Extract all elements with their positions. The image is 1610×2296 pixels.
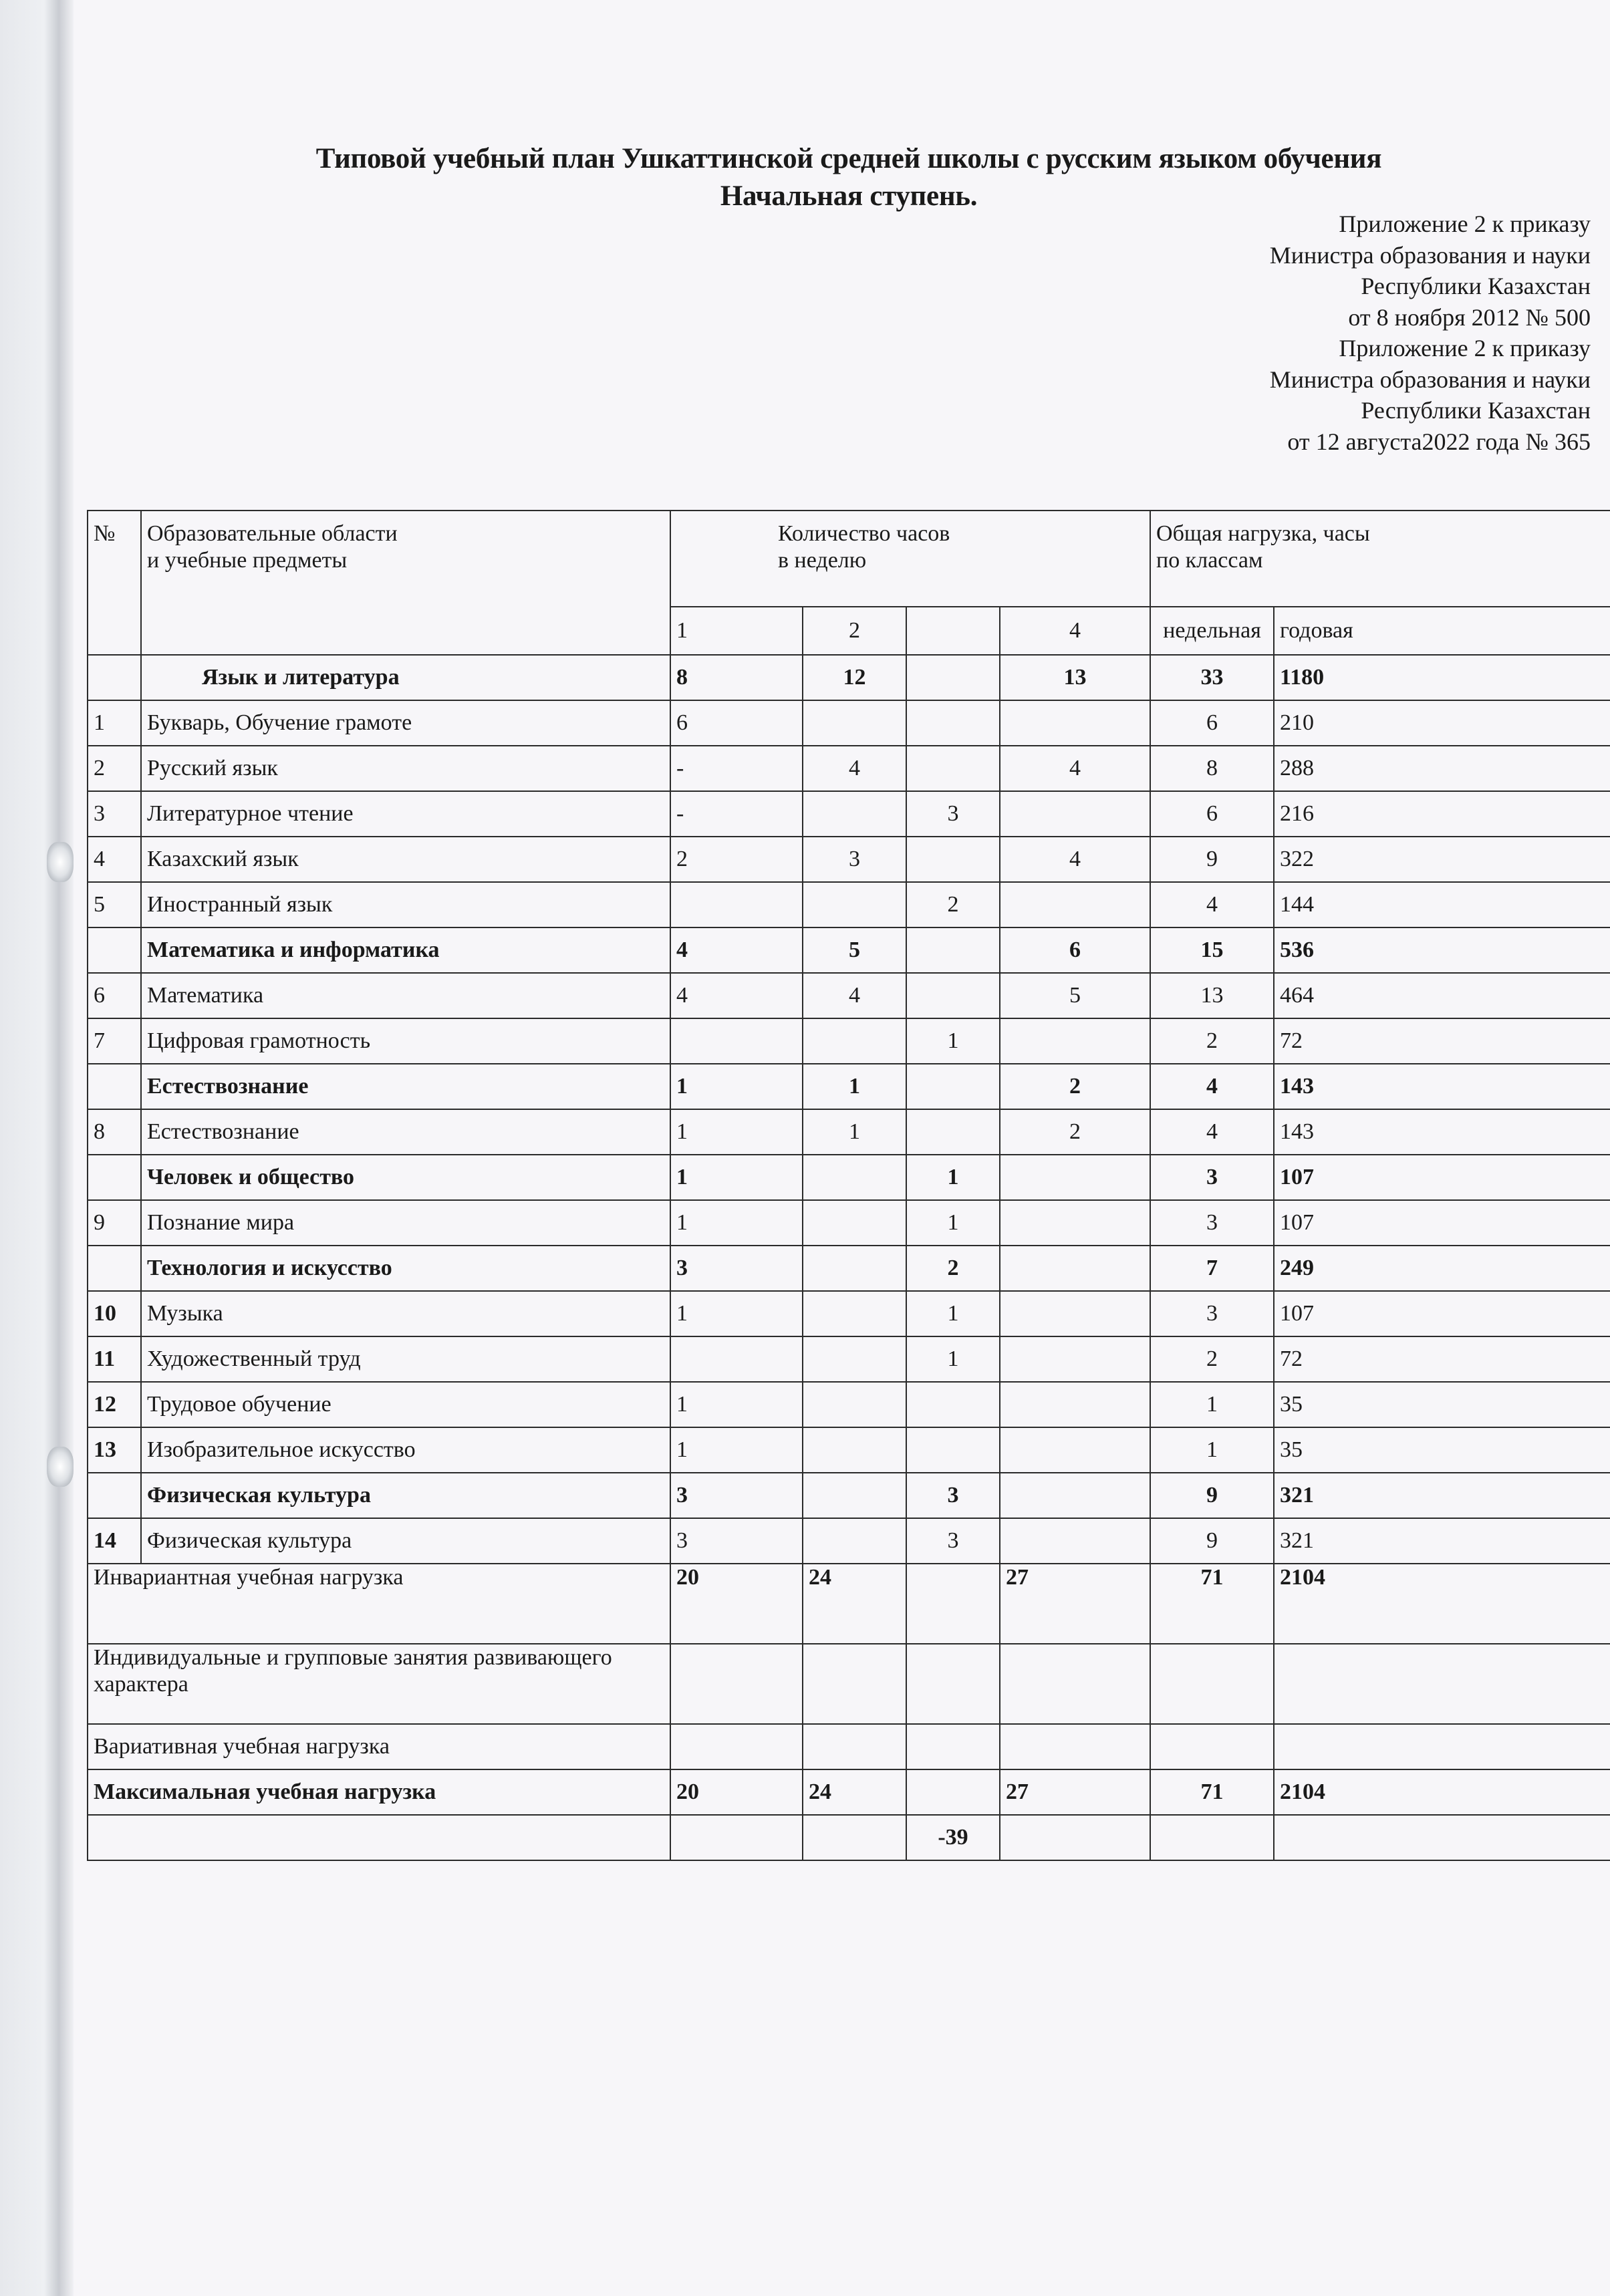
weekly-total: 9 <box>1150 1518 1274 1564</box>
grade-2-hours <box>803 1427 906 1473</box>
subject-name: Математика <box>141 973 670 1018</box>
summary-label <box>88 1815 670 1860</box>
grade-1-hours: 1 <box>670 1291 803 1336</box>
subject-name: Физическая культура <box>141 1518 670 1564</box>
subject-name: Казахский язык <box>141 837 670 882</box>
subject-name: Изобразительное искусство <box>141 1427 670 1473</box>
grade-2-hours: 4 <box>803 746 906 791</box>
grade-2-hours <box>803 791 906 837</box>
header-weekly: недельная <box>1150 607 1274 655</box>
weekly-total: 3 <box>1150 1200 1274 1246</box>
grade-3-hours: 1 <box>906 1200 1000 1246</box>
grade-1-hours: 4 <box>670 973 803 1018</box>
grade-2-hours: 5 <box>803 927 906 973</box>
grade-4-hours <box>1000 1200 1150 1246</box>
weekly-total: 9 <box>1150 1473 1274 1518</box>
grade-1-hours <box>670 1336 803 1382</box>
staple-hole <box>47 842 74 882</box>
area-row <box>88 655 1610 700</box>
grade-3-hours: 1 <box>906 1291 1000 1336</box>
subject-row <box>88 1109 1610 1155</box>
grade-3-hours <box>906 1382 1000 1427</box>
curriculum-table <box>87 510 1610 1861</box>
table-body <box>88 655 1610 1860</box>
grade-2-hours <box>803 1518 906 1564</box>
staple-hole <box>47 1447 74 1487</box>
grade-3-hours <box>906 746 1000 791</box>
subject-row <box>88 1018 1610 1064</box>
subject-row <box>88 837 1610 882</box>
grade-2-hours: 3 <box>803 837 906 882</box>
row-number: 12 <box>88 1382 141 1427</box>
grade-3-hours: 3 <box>906 1473 1000 1518</box>
title-line-1: Типовой учебный план Ушкаттинской средней школы с русским языком обучения <box>315 143 1382 174</box>
weekly-total: 3 <box>1150 1291 1274 1336</box>
header-hours-per-week: Количество часов в неделю <box>670 511 1150 607</box>
area-row <box>88 1246 1610 1291</box>
summary-label: Вариативная учебная нагрузка <box>88 1724 670 1769</box>
annex-line: Министра образования и науки <box>1269 241 1591 269</box>
grade-4-hours <box>1000 1246 1150 1291</box>
row-number: 3 <box>88 791 141 837</box>
grade-1-hours: 1 <box>670 1200 803 1246</box>
annual-total: 107 <box>1274 1155 1610 1200</box>
grade-3-total: -39 <box>906 1815 1000 1860</box>
grade-1-hours: 1 <box>670 1155 803 1200</box>
row-number: 4 <box>88 837 141 882</box>
grade-1-hours: 6 <box>670 700 803 746</box>
grade-4-hours <box>1000 1382 1150 1427</box>
annual-total: 1180 <box>1274 655 1610 700</box>
grade-3-hours: 1 <box>906 1018 1000 1064</box>
grade-1-total <box>670 1644 803 1724</box>
grade-4-hours: 4 <box>1000 746 1150 791</box>
row-number: 14 <box>88 1518 141 1564</box>
weekly-total: 71 <box>1150 1564 1274 1644</box>
summary-label: Инвариантная учебная нагрузка <box>88 1564 670 1644</box>
area-name: Физическая культура <box>141 1473 670 1518</box>
summary-row <box>88 1564 1610 1644</box>
weekly-total: 13 <box>1150 973 1274 1018</box>
header-grade-1: 1 <box>670 607 803 655</box>
area-name: Язык и литература <box>141 655 670 700</box>
annex-line: Республики Казахстан <box>1361 397 1591 424</box>
grade-4-hours <box>1000 791 1150 837</box>
grade-3-total <box>906 1769 1000 1815</box>
grade-1-total <box>670 1724 803 1769</box>
subject-name: Цифровая грамотность <box>141 1018 670 1064</box>
annual-total: 322 <box>1274 837 1610 882</box>
grade-2-total <box>803 1724 906 1769</box>
area-row <box>88 927 1610 973</box>
grade-4-total: 27 <box>1000 1564 1150 1644</box>
row-number <box>88 1064 141 1109</box>
grade-1-hours: 1 <box>670 1382 803 1427</box>
header-grade-4: 4 <box>1000 607 1150 655</box>
annual-total: 249 <box>1274 1246 1610 1291</box>
subject-row <box>88 882 1610 927</box>
subject-row <box>88 973 1610 1018</box>
area-row <box>88 1064 1610 1109</box>
annual-total <box>1274 1724 1610 1769</box>
row-number <box>88 655 141 700</box>
grade-1-hours: 1 <box>670 1109 803 1155</box>
annual-total: 72 <box>1274 1336 1610 1382</box>
weekly-total: 15 <box>1150 927 1274 973</box>
summary-row <box>88 1769 1610 1815</box>
weekly-total: 7 <box>1150 1246 1274 1291</box>
grade-1-total: 20 <box>670 1564 803 1644</box>
grade-2-hours <box>803 1473 906 1518</box>
annual-total: 107 <box>1274 1200 1610 1246</box>
row-number: 8 <box>88 1109 141 1155</box>
grade-1-hours: 3 <box>670 1473 803 1518</box>
grade-4-hours: 4 <box>1000 837 1150 882</box>
binding-edge <box>0 0 74 2296</box>
grade-2-hours <box>803 1200 906 1246</box>
row-number: 13 <box>88 1427 141 1473</box>
row-number: 6 <box>88 973 141 1018</box>
grade-2-hours <box>803 1382 906 1427</box>
grade-1-hours: 1 <box>670 1427 803 1473</box>
grade-3-hours <box>906 1064 1000 1109</box>
table-header-row <box>88 511 1610 607</box>
area-row <box>88 1473 1610 1518</box>
grade-3-hours: 3 <box>906 1518 1000 1564</box>
grade-3-hours: 2 <box>906 882 1000 927</box>
weekly-total <box>1150 1724 1274 1769</box>
document-title <box>207 140 1490 215</box>
area-row <box>88 1155 1610 1200</box>
grade-1-hours: 2 <box>670 837 803 882</box>
weekly-total: 4 <box>1150 1064 1274 1109</box>
grade-3-hours: 1 <box>906 1155 1000 1200</box>
summary-row <box>88 1724 1610 1769</box>
grade-2-hours <box>803 1018 906 1064</box>
weekly-total: 6 <box>1150 791 1274 837</box>
subject-name: Естествознание <box>141 1109 670 1155</box>
grade-3-hours <box>906 655 1000 700</box>
grade-1-hours: 3 <box>670 1518 803 1564</box>
weekly-total <box>1150 1815 1274 1860</box>
grade-4-hours: 5 <box>1000 973 1150 1018</box>
annual-total: 288 <box>1274 746 1610 791</box>
annual-total: 72 <box>1274 1018 1610 1064</box>
grade-2-hours <box>803 1336 906 1382</box>
subject-name: Трудовое обучение <box>141 1382 670 1427</box>
subject-name: Иностранный язык <box>141 882 670 927</box>
annual-total: 143 <box>1274 1064 1610 1109</box>
grade-3-hours <box>906 973 1000 1018</box>
header-no: № <box>88 511 141 655</box>
row-number <box>88 927 141 973</box>
subject-row <box>88 1336 1610 1382</box>
annual-total: 321 <box>1274 1473 1610 1518</box>
grade-4-hours <box>1000 1291 1150 1336</box>
grade-3-total <box>906 1564 1000 1644</box>
grade-2-hours: 1 <box>803 1064 906 1109</box>
grade-1-hours: 4 <box>670 927 803 973</box>
header-annual: годовая <box>1274 607 1610 655</box>
grade-4-hours: 6 <box>1000 927 1150 973</box>
annual-total: 2104 <box>1274 1769 1610 1815</box>
grade-4-total <box>1000 1644 1150 1724</box>
weekly-total: 6 <box>1150 700 1274 746</box>
summary-row <box>88 1815 1610 1860</box>
subject-name: Русский язык <box>141 746 670 791</box>
subject-row <box>88 1518 1610 1564</box>
row-number: 7 <box>88 1018 141 1064</box>
area-name: Технология и искусство <box>141 1246 670 1291</box>
annual-total: 35 <box>1274 1382 1610 1427</box>
annex-line: от 12 августа2022 года № 365 <box>1287 428 1591 455</box>
weekly-total: 3 <box>1150 1155 1274 1200</box>
grade-1-hours: 8 <box>670 655 803 700</box>
area-name: Человек и общество <box>141 1155 670 1200</box>
header-total-load: Общая нагрузка, часы по классам <box>1150 511 1610 607</box>
annual-total <box>1274 1644 1610 1724</box>
title-line-2: Начальная ступень. <box>720 180 978 212</box>
grade-3-hours: 1 <box>906 1336 1000 1382</box>
grade-2-hours <box>803 1155 906 1200</box>
subject-row <box>88 1427 1610 1473</box>
weekly-total: 4 <box>1150 882 1274 927</box>
grade-3-total <box>906 1724 1000 1769</box>
grade-4-hours <box>1000 1427 1150 1473</box>
summary-row <box>88 1644 1610 1724</box>
grade-4-hours <box>1000 1155 1150 1200</box>
summary-label: Максимальная учебная нагрузка <box>88 1769 670 1815</box>
annual-total: 321 <box>1274 1518 1610 1564</box>
grade-2-hours <box>803 882 906 927</box>
annual-total: 144 <box>1274 882 1610 927</box>
row-number: 1 <box>88 700 141 746</box>
grade-2-hours <box>803 1246 906 1291</box>
grade-3-hours <box>906 837 1000 882</box>
subject-name: Музыка <box>141 1291 670 1336</box>
subject-row <box>88 746 1610 791</box>
grade-2-total: 24 <box>803 1769 906 1815</box>
row-number <box>88 1155 141 1200</box>
weekly-total: 71 <box>1150 1769 1274 1815</box>
annual-total <box>1274 1815 1610 1860</box>
grade-4-hours <box>1000 700 1150 746</box>
subject-row <box>88 791 1610 837</box>
subject-row <box>88 1382 1610 1427</box>
weekly-total <box>1150 1644 1274 1724</box>
subject-name: Художественный труд <box>141 1336 670 1382</box>
annual-total: 536 <box>1274 927 1610 973</box>
weekly-total: 1 <box>1150 1382 1274 1427</box>
grade-1-hours: 1 <box>670 1064 803 1109</box>
grade-1-hours: 3 <box>670 1246 803 1291</box>
row-number: 9 <box>88 1200 141 1246</box>
grade-1-total: 20 <box>670 1769 803 1815</box>
grade-3-hours: 2 <box>906 1246 1000 1291</box>
annex-line: Приложение 2 к приказу <box>1339 210 1591 237</box>
row-number <box>88 1473 141 1518</box>
area-name: Математика и информатика <box>141 927 670 973</box>
header-grade-3 <box>906 607 1000 655</box>
weekly-total: 33 <box>1150 655 1274 700</box>
annex-reference <box>989 208 1591 457</box>
grade-2-total <box>803 1815 906 1860</box>
grade-3-hours <box>906 700 1000 746</box>
subject-row <box>88 1291 1610 1336</box>
weekly-total: 2 <box>1150 1336 1274 1382</box>
grade-3-hours: 3 <box>906 791 1000 837</box>
weekly-total: 8 <box>1150 746 1274 791</box>
grade-2-hours <box>803 700 906 746</box>
grade-4-hours <box>1000 1018 1150 1064</box>
annual-total: 2104 <box>1274 1564 1610 1644</box>
header-subjects: Образовательные области и учебные предметы <box>141 511 670 655</box>
header-grade-2: 2 <box>803 607 906 655</box>
subject-row <box>88 700 1610 746</box>
row-number: 10 <box>88 1291 141 1336</box>
row-number: 2 <box>88 746 141 791</box>
grade-2-hours <box>803 1291 906 1336</box>
grade-3-hours <box>906 1427 1000 1473</box>
grade-3-hours <box>906 927 1000 973</box>
weekly-total: 4 <box>1150 1109 1274 1155</box>
grade-2-total: 24 <box>803 1564 906 1644</box>
annual-total: 107 <box>1274 1291 1610 1336</box>
annual-total: 216 <box>1274 791 1610 837</box>
annual-total: 143 <box>1274 1109 1610 1155</box>
row-number: 11 <box>88 1336 141 1382</box>
grade-2-hours: 12 <box>803 655 906 700</box>
annual-total: 35 <box>1274 1427 1610 1473</box>
grade-4-total <box>1000 1815 1150 1860</box>
annex-line: Министра образования и науки <box>1269 366 1591 393</box>
grade-4-hours: 2 <box>1000 1064 1150 1109</box>
weekly-total: 2 <box>1150 1018 1274 1064</box>
grade-3-hours <box>906 1109 1000 1155</box>
annual-total: 464 <box>1274 973 1610 1018</box>
subject-name: Литературное чтение <box>141 791 670 837</box>
grade-4-total <box>1000 1724 1150 1769</box>
row-number <box>88 1246 141 1291</box>
annex-line: Республики Казахстан <box>1361 273 1591 299</box>
weekly-total: 1 <box>1150 1427 1274 1473</box>
grade-1-hours <box>670 1018 803 1064</box>
area-name: Естествознание <box>141 1064 670 1109</box>
weekly-total: 9 <box>1150 837 1274 882</box>
annex-line: от 8 ноября 2012 № 500 <box>1348 303 1591 331</box>
grade-4-hours <box>1000 1473 1150 1518</box>
grade-3-total <box>906 1644 1000 1724</box>
grade-4-total: 27 <box>1000 1769 1150 1815</box>
grade-4-hours <box>1000 1336 1150 1382</box>
annual-total: 210 <box>1274 700 1610 746</box>
grade-1-hours: - <box>670 746 803 791</box>
grade-1-hours: - <box>670 791 803 837</box>
grade-4-hours: 2 <box>1000 1109 1150 1155</box>
row-number: 5 <box>88 882 141 927</box>
subject-name: Познание мира <box>141 1200 670 1246</box>
grade-1-hours <box>670 882 803 927</box>
grade-2-hours: 1 <box>803 1109 906 1155</box>
grade-4-hours <box>1000 882 1150 927</box>
grade-2-total <box>803 1644 906 1724</box>
grade-1-total <box>670 1815 803 1860</box>
subject-row <box>88 1200 1610 1246</box>
grade-2-hours: 4 <box>803 973 906 1018</box>
annex-line: Приложение 2 к приказу <box>1339 335 1591 362</box>
summary-label: Индивидуальные и групповые занятия развивающего характера <box>88 1644 670 1724</box>
subject-name: Букварь, Обучение грамоте <box>141 700 670 746</box>
grade-4-hours <box>1000 1518 1150 1564</box>
grade-4-hours: 13 <box>1000 655 1150 700</box>
